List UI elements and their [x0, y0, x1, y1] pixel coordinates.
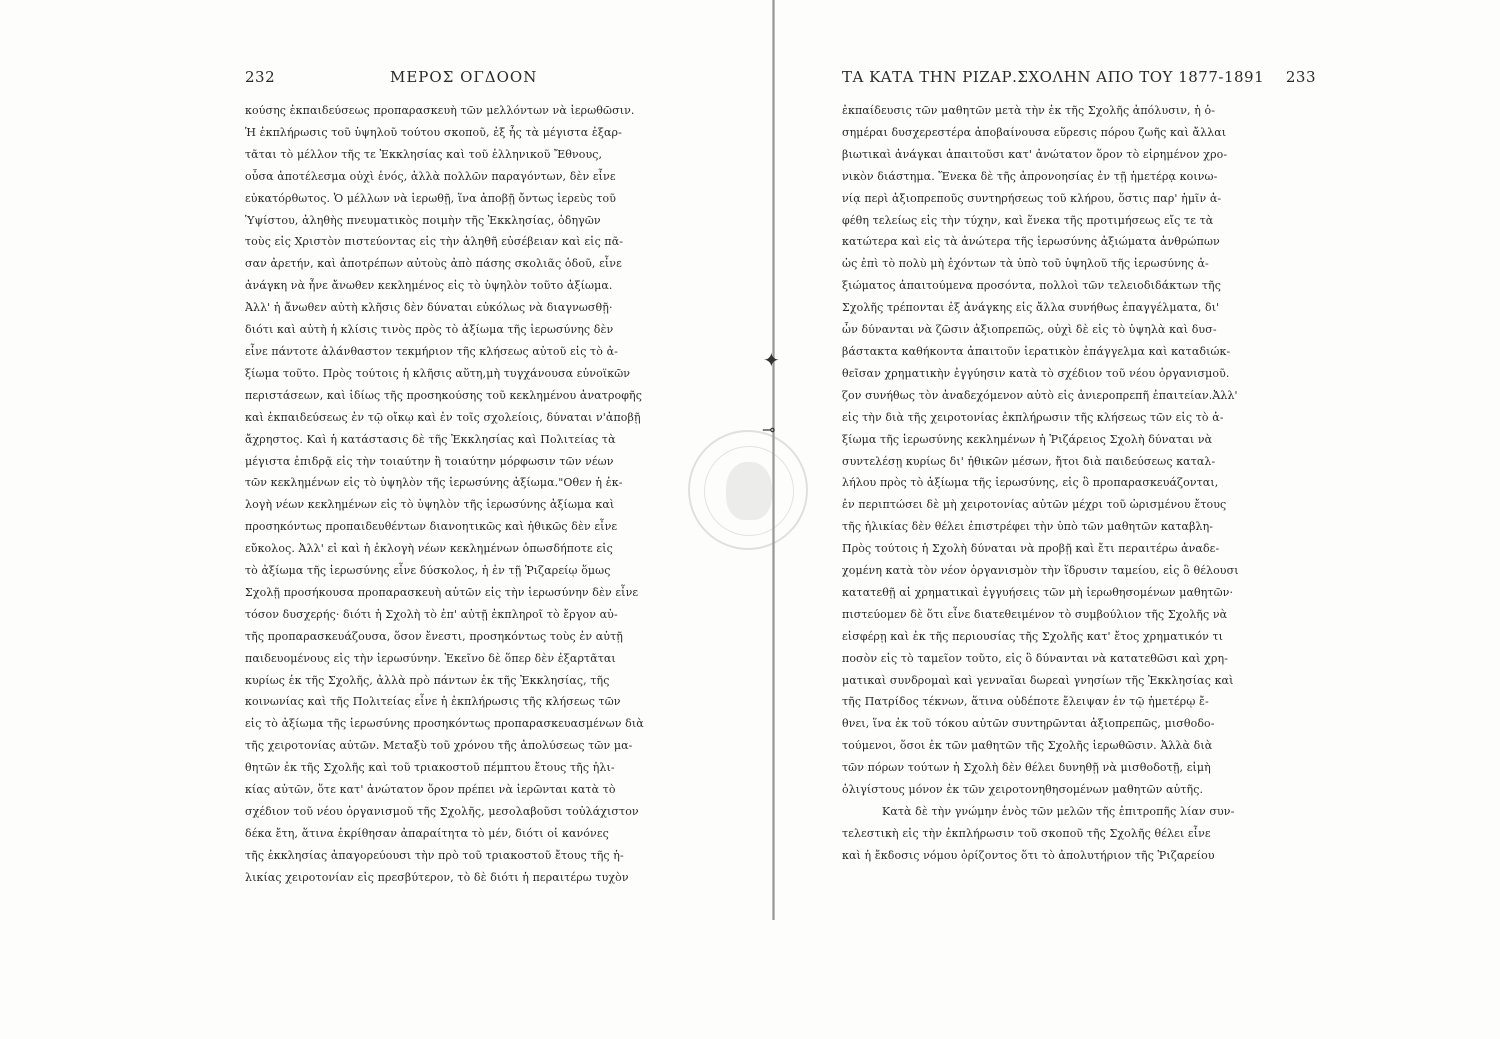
text-line: βιωτικαὶ ἀνάγκαι ἀπαιτοῦσι κατ' ἀνώτατον ὅρον τὸ εἰρημένον χρο-	[842, 147, 1228, 161]
text-line: Σχολῆς τρέπονται ἐξ ἀνάγκης εἰς ἄλλα συνήθως ἐπαγγέλματα, δι'	[842, 301, 1220, 315]
text-line: τούμενοι, ὅσοι ἐκ τῶν μαθητῶν τῆς Σχολῆς ἱερωθῶσιν. Ἀλλὰ διὰ	[842, 739, 1213, 753]
text-line: κατατεθῇ αἱ χρηματικαὶ ἐγγυήσεις τῶν μὴ ἱερωθησομένων μαθητῶν·	[842, 585, 1234, 599]
text-line: ἀνάγκη νὰ ἦνε ἄνωθεν κεκλημένος εἰς τὸ ὑψηλὸν τοῦτο ἀξίωμα.	[245, 279, 613, 293]
text-line: νικὸν διάστημα. Ἕνεκα δὲ τῆς ἀπρονοησίας ἐν τῇ ἡμετέρᾳ κοινω-	[842, 169, 1218, 183]
text-line: τοὺς εἰς Χριστὸν πιστεύοντας εἰς τὴν ἀληθῆ εὐσέβειαν καὶ εἰς πᾶ-	[245, 235, 624, 249]
text-line: χομένη κατὰ τὸν νέον ὀργανισμὸν τὴν ἵδρυσιν ταμείου, εἰς ὃ θέλουσι	[842, 564, 1239, 578]
page-number: 233	[1285, 68, 1316, 86]
text-line: τόσον δυσχερής· διότι ἡ Σχολὴ τὸ ἐπ' αὐτῇ ἐκπληροῖ τὸ ἔργον αὐ-	[245, 607, 618, 621]
text-line: τῶν πόρων τούτων ἡ Σχολὴ δὲν θέλει δυνηθῇ νὰ μισθοδοτῇ, εἰμὴ	[842, 761, 1211, 775]
text-line: οὖσα ἀποτέλεσμα οὐχὶ ἑνός, ἀλλὰ πολλῶν παραγόντων, δὲν εἶνε	[245, 169, 616, 183]
text-line: Πρὸς τούτοις ἡ Σχολὴ δύναται νὰ προβῇ καὶ ἔτι περαιτέρω ἀναδε-	[842, 542, 1220, 556]
binding-thread-mark: ⊸	[762, 420, 776, 439]
text-line: πιστεύομεν δὲ ὅτι εἶνε διατεθειμένον τὸ συμβούλιον τῆς Σχολῆς νὰ	[842, 607, 1228, 621]
text-line: τῆς Πατρίδος τέκνων, ἅτινα οὐδέποτε ἔλειψαν ἐν τῷ ἡμετέρῳ ἔ-	[842, 695, 1209, 709]
text-line: λογὴ νέων κεκλημένων εἰς τὸ ὑψηλὸν τῆς ἱερωσύνης ἀξίωμα καὶ	[245, 498, 615, 512]
text-line: ἄχρηστος. Καὶ ἡ κατάστασις δὲ τῆς Ἐκκλησίας καὶ Πολιτείας τὰ	[245, 432, 616, 446]
text-line: μέγιστα ἐπιδρᾷ εἰς τὴν τοιαύτην ἢ τοιαύτην μόρφωσιν τῶν νέων	[245, 454, 614, 468]
text-line: κυρίως ἐκ τῆς Σχολῆς, ἀλλὰ πρὸ πάντων ἐκ τῆς Ἐκκλησίας, τῆς	[245, 673, 610, 687]
page-number: 232	[245, 68, 276, 86]
text-line: θνει, ἵνα ἐκ τοῦ τόκου αὐτῶν συντηρῶνται ἀξιοπρεπῶς, μισθοδο-	[842, 717, 1215, 731]
text-line: τῆς ἐκκλησίας ἀπαγορεύουσι τὴν πρὸ τοῦ τριακοστοῦ ἔτους τῆς ἡ-	[245, 848, 624, 862]
text-line: τῶν κεκλημένων εἰς τὸ ὑψηλὸν τῆς ἱερωσύνης ἀξίωμα."Οθεν ἡ ἐκ-	[245, 476, 623, 490]
text-line: Ἀλλ' ἡ ἄνωθεν αὐτὴ κλῆσις δὲν δύναται εὐκόλως νὰ διαγνωσθῇ·	[245, 301, 613, 315]
text-line: καὶ ἐκπαιδεύσεως ἐν τῷ οἴκῳ καὶ ἐν τοῖς σχολείοις, δύναται ν'ἀποβῇ	[245, 410, 641, 424]
page-header	[245, 68, 705, 94]
page-body-text	[245, 100, 705, 889]
text-line: σημέραι δυσχερεστέρα ἀποβαίνουσα εὕρεσις πόρου ζωῆς καὶ ἄλλαι	[842, 125, 1227, 139]
text-line: ἐν περιπτώσει δὲ μὴ χειροτονίας αὐτῶν μέχρι τοῦ ὡρισμένου ἔτους	[842, 498, 1227, 512]
text-line: νίᾳ περὶ ἀξιοπρεποῦς συντηρήσεως τοῦ κλήρου, ὅστις παρ' ἡμῖν ἀ-	[842, 191, 1222, 205]
running-title: ΤΑ ΚΑΤΑ ΤΗΝ ΡΙΖΑΡ.ΣΧΟΛΗΝ ΑΠΟ ΤΟΥ 1877-1891	[842, 68, 1265, 86]
text-line: τῆς χειροτονίας αὐτῶν. Μεταξὺ τοῦ χρόνου τῆς ἀπολύσεως τῶν μα-	[245, 739, 633, 753]
text-line: τελεστικὴ εἰς τὴν ἐκπλήρωσιν τοῦ σκοποῦ τῆς Σχολῆς θέλει εἶνε	[842, 826, 1211, 840]
text-line: ξίωμα τοῦτο. Πρὸς τούτοις ἡ κλῆσις αὕτη,μὴ τυγχάνουσα εὐνοϊκῶν	[245, 366, 631, 380]
text-line: παιδευομένους εἰς τὴν ἱερωσύνην. Ἐκεῖνο δὲ ὅπερ δὲν ἐξαρτᾶται	[245, 651, 616, 665]
right-page	[842, 68, 1316, 867]
text-line: Ὑψίστου, ἀληθὴς πνευματικὸς ποιμὴν τῆς Ἐκκλησίας, ὁδηγῶν	[245, 213, 601, 227]
text-line: ξιώματος ἀπαιτούμενα προσόντα, πολλοὶ τῶν τελειοδιδάκτων τῆς	[842, 279, 1221, 293]
library-stamp	[688, 430, 808, 550]
text-line: κατώτερα καὶ εἰς τὰ ἀνώτερα τῆς ἱερωσύνης ἀξιώματα ἀνθρώπων	[842, 235, 1220, 249]
text-line: ζον συνήθως τὸν ἀναδεχόμενον αὐτὸ εἰς ἀνιεροπρεπῆ ἐπαιτείαν.Ἀλλ'	[842, 388, 1238, 402]
text-line: τᾶται τὸ μέλλον τῆς τε Ἐκκλησίας καὶ τοῦ ἑλληνικοῦ Ἔθνους,	[245, 147, 603, 161]
text-line: εἶνε πάντοτε ἀλάνθαστον τεκμήριον τῆς κλήσεως αὐτοῦ εἰς τὸ ἀ-	[245, 344, 618, 358]
text-line: κούσης ἐκπαιδεύσεως προπαρασκευὴ τῶν μελλόντων νὰ ἱερωθῶσιν.	[245, 104, 635, 117]
text-line: καὶ ἡ ἔκδοσις νόμου ὁρίζοντος ὅτι τὸ ἀπολυτήριον τῆς Ῥιζαρείου	[842, 848, 1215, 862]
text-line: σαν ἀρετήν, καὶ ἀποτρέπων αὐτοὺς ἀπὸ πάσης σκολιᾶς ὁδοῦ, εἶνε	[245, 257, 622, 271]
text-line: ἐκπαίδευσις τῶν μαθητῶν μετὰ τὴν ἐκ τῆς Σχολῆς ἀπόλυσιν, ἡ ὁ-	[842, 104, 1216, 117]
text-line: προσηκόντως προπαιδευθέντων διανοητικῶς καὶ ἠθικῶς δὲν εἶνε	[245, 520, 618, 534]
page-header	[842, 68, 1316, 94]
text-line: ὧν δύνανται νὰ ζῶσιν ἀξιοπρεπῶς, οὐχὶ δὲ εἰς τὸ ὑψηλὰ καὶ δυσ-	[842, 323, 1217, 337]
text-line: δέκα ἔτη, ἅτινα ἐκρίθησαν ἀπαραίτητα τὸ μέν, διότι οἱ κανόνες	[245, 826, 609, 840]
text-line: λήλου πρὸς τὸ ἀξίωμα τῆς ἱερωσύνης, εἰς ὃ προπαρασκευάζονται,	[842, 476, 1219, 490]
text-line: φέθη τελείως εἰς τὴν τύχην, καὶ ἕνεκα τῆς προτιμήσεως εἴς τε τὰ	[842, 213, 1214, 227]
text-line: εὔκολος. Ἀλλ' εἰ καὶ ἡ ἐκλογὴ νέων κεκλημένων ὁπωσδήποτε εἰς	[245, 542, 613, 556]
binding-thread-mark: ✦	[763, 348, 780, 372]
text-line: βάστακτα καθήκοντα ἀπαιτοῦν ἱερατικὸν ἐπάγγελμα καὶ καταδιώκ-	[842, 344, 1231, 358]
text-line: εἰς τὸ ἀξίωμα τῆς ἱερωσύνης προσηκόντως προπαρασκευασμένων διὰ	[245, 717, 644, 731]
text-line: κοινωνίας καὶ τῆς Πολιτείας εἶνε ἡ ἐκπλήρωσις τῆς κλήσεως τῶν	[245, 695, 621, 709]
text-line: κίας αὐτῶν, ὅτε κατ' ἀνώτατον ὅρον πρέπει νὰ ἱερῶνται κατὰ τὸ	[245, 783, 616, 797]
page-body-text	[842, 100, 1316, 867]
text-line: ξίωμα τῆς ἱερωσύνης κεκλημένων ἡ Ῥιζάρειος Σχολὴ δύναται νὰ	[842, 432, 1213, 446]
text-line: διότι καὶ αὐτὴ ἡ κλίσις τινὸς πρὸς τὸ ἀξίωμα τῆς ἱερωσύνης δὲν	[245, 323, 614, 337]
text-line: εὐκατόρθωτος. Ὁ μέλλων νὰ ἱερωθῇ, ἵνα ἀποβῇ ὄντως ἱερεὺς τοῦ	[245, 191, 617, 205]
text-line: Σχολῇ προσήκουσα προπαρασκευὴ αὐτῶν εἰς τὴν ἱερωσύνην δὲν εἶνε	[245, 585, 639, 599]
text-line: τῆς ἡλικίας δὲν θέλει ἐπιστρέφει τὴν ὑπὸ τῶν μαθητῶν καταβλη-	[842, 520, 1214, 534]
text-line: τῆς προπαρασκευάζουσα, ὅσον ἔνεστι, προσηκόντως τοὺς ἐν αὐτῇ	[245, 629, 623, 643]
text-line: συντελέσῃ κυρίως δι' ἠθικῶν μέσων, ἤτοι διὰ παιδεύσεως καταλ-	[842, 454, 1216, 468]
text-line: τὸ ἀξίωμα τῆς ἱερωσύνης εἶνε δύσκολος, ἡ ἐν τῇ Ῥιζαρείῳ ὅμως	[245, 564, 611, 578]
text-line: λικίας χειροτονίαν εἰς πρεσβύτερον, τὸ δὲ διότι ἡ περαιτέρω τυχὸν	[245, 870, 629, 884]
running-title: ΜΕΡΟΣ ΟΓΔΟΟΝ	[390, 68, 538, 86]
text-line: Κατὰ δὲ τὴν γνώμην ἑνὸς τῶν μελῶν τῆς ἐπιτροπῆς λίαν συν-	[882, 805, 1235, 818]
text-line: θεῖσαν χρηματικὴν ἐγγύησιν κατὰ τὸ σχέδιον τοῦ νέου ὀργανισμοῦ.	[842, 366, 1230, 380]
text-line: ὡς ἐπὶ τὸ πολὺ μὴ ἐχόντων τὰ ὑπὸ τοῦ ὑψηλοῦ τῆς ἱερωσύνης ἀ-	[842, 257, 1209, 271]
text-line: περιστάσεων, καὶ ἰδίως τῆς προσηκούσης τοῦ κεκλημένου ἀνατροφῆς	[245, 388, 642, 402]
text-line: ὀλιγίστους μόνον ἐκ τῶν χειροτονηθησομένων μαθητῶν αὐτῆς.	[842, 783, 1204, 797]
text-line: θητῶν ἐκ τῆς Σχολῆς καὶ τοῦ τριακοστοῦ πέμπτου ἔτους τῆς ἡλι-	[245, 761, 615, 775]
text-line: εἰς τὴν διὰ τῆς χειροτονίας ἐκπλήρωσιν τῆς κλήσεως τῶν εἰς τὸ ἀ-	[842, 410, 1224, 424]
text-line: ποσὸν εἰς τὸ ταμεῖον τοῦτο, εἰς ὃ δύνανται νὰ κατατεθῶσι καὶ χρη-	[842, 651, 1229, 665]
text-line: Ἡ ἐκπλήρωσις τοῦ ὑψηλοῦ τούτου σκοποῦ, ἐξ ἧς τὰ μέγιστα ἐξαρ-	[245, 125, 622, 139]
stamp-figure	[726, 462, 772, 520]
text-line: ματικαὶ συνδρομαὶ καὶ γενναῖαι δωρεαὶ γνησίων τῆς Ἐκκλησίας καὶ	[842, 673, 1234, 687]
text-line: σχέδιον τοῦ νέου ὀργανισμοῦ τῆς Σχολῆς, μεσολαβοῦσι τοὐλάχιστον	[245, 805, 639, 818]
left-page	[245, 68, 705, 889]
text-line: εἰσφέρῃ καὶ ἐκ τῆς περιουσίας τῆς Σχολῆς κατ' ἔτος χρηματικόν τι	[842, 629, 1224, 643]
